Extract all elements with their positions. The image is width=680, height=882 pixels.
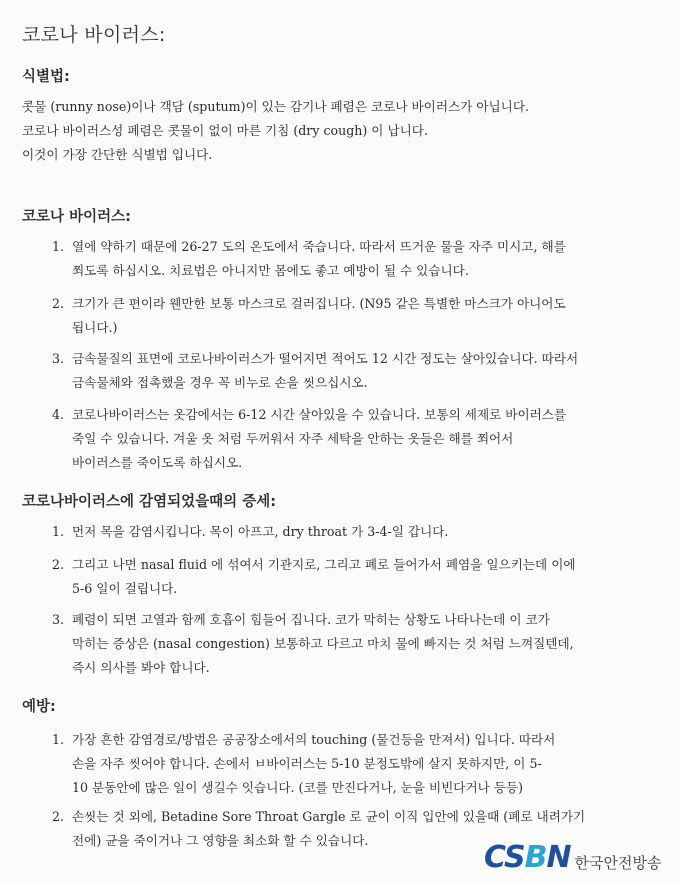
item-line: 크기가 큰 편이라 웬만한 보통 마스크로 걸러집니다. (N95 같은 특별한 마스크가 아니어도 [72, 296, 566, 311]
item-line: 먼저 목을 감염시킵니다. 목이 아프고, dry throat 가 3-4-일 갑니다. [72, 524, 449, 539]
item-number: 1. [52, 732, 65, 747]
logo-letter: C [484, 840, 504, 875]
list-item [52, 347, 662, 395]
item-line: 죽일 수 있습니다. 겨울 옷 처럼 두꺼워서 자주 세탁을 안하는 옷들은 해를 쬐어서 [72, 431, 514, 446]
item-line: 그리고 나면 nasal fluid 에 섞여서 기관지로, 그리고 폐로 들어가서 폐염을 일으키는데 이에 [72, 557, 576, 572]
item-line: 바이러스를 죽이도록 하십시오. [72, 455, 243, 470]
item-line: 코로나바이러스는 옷감에서는 6-12 시간 살아있을 수 있습니다. 보통의 세제로 바이러스를 [72, 407, 567, 422]
section-heading-coronavirus: 코로나 바이러스: [22, 209, 131, 225]
paragraph-line: 콧물 (runny nose)이나 객담 (sputum)이 있는 감기나 폐렴은 코로나 바이러스가 아닙니다. [22, 99, 529, 114]
document-title: 코로나 바이러스: [22, 24, 166, 46]
item-line: 폐렴이 되면 고열과 함께 호흡이 힘들어 집니다. 코가 막히는 상황도 나타나는데 이 코가 [72, 612, 550, 627]
item-line: 금속물질의 표면에 코로나바이러스가 떨어지면 적어도 12 시간 정도는 살아있습니다. 따라서 [72, 351, 579, 366]
list-item [52, 235, 662, 283]
logo-letter: S [503, 840, 525, 875]
item-number: 3. [52, 351, 65, 366]
item-line: 즉시 의사를 봐야 합니다. [72, 660, 210, 675]
item-number: 2. [52, 809, 65, 824]
csbn-logo-mark [484, 841, 571, 875]
item-number: 3. [52, 612, 65, 627]
section-heading-symptoms: 코로나바이러스에 감염되었을때의 증세: [22, 494, 277, 510]
item-line: 막히는 증상은 (nasal congestion) 보통하고 다르고 마치 물에 빠지는 것 처럼 느껴질텐데, [72, 636, 574, 651]
section-heading-prevention: 예방: [22, 699, 56, 715]
paragraph-line: 코로나 바이러스성 폐렴은 콧물이 없이 마른 기침 (dry cough) 이 납니다. [22, 123, 428, 138]
logo-text: 한국안전방송 [574, 853, 662, 872]
item-number: 1. [52, 239, 65, 254]
logo-letter: N [546, 840, 571, 875]
item-number: 1. [52, 524, 65, 539]
list-item [52, 553, 662, 601]
item-line: 됩니다.) [72, 320, 118, 335]
paragraph-line: 이것이 가장 간단한 식별법 입니다. [22, 147, 213, 162]
item-line: 손씻는 것 외에, Betadine Sore Throat Gargle 로 균이 이직 입안에 있을때 (폐로 내려가기 [72, 809, 586, 824]
item-number: 2. [52, 557, 65, 572]
item-number: 4. [52, 407, 65, 422]
section-heading-identification: 식별법: [22, 69, 70, 85]
list-item [52, 403, 662, 475]
item-line: 열에 약하기 때문에 26-27 도의 온도에서 죽습니다. 따라서 뜨거운 물을 자주 미시고, 해를 [72, 239, 566, 254]
list-item [52, 292, 662, 340]
list-item [52, 728, 662, 800]
item-line: 쬐도록 하십시오. 치료법은 아니지만 몸에도 좋고 예방이 될 수 있습니다. [72, 263, 469, 278]
item-line: 가장 흔한 감염경로/방법은 공공장소에서의 touching (물건등을 만져서) 입니다. 따라서 [72, 732, 556, 747]
item-line: 전에) 균을 죽이거나 그 영향을 최소화 할 수 있습니다. [72, 833, 369, 848]
list-item [52, 520, 662, 544]
item-line: 10 분동안에 많은 일이 생길수 잇습니다. (코를 만진다거나, 눈을 비빈다거나 등등) [72, 780, 524, 795]
list-item [52, 608, 662, 680]
identification-paragraph [22, 95, 662, 167]
item-number: 2. [52, 296, 65, 311]
broadcaster-logo [484, 841, 662, 875]
item-line: 금속물체와 접촉했을 경우 꼭 비누로 손을 씻으십시오. [72, 375, 368, 390]
item-line: 손을 자주 씻어야 합니다. 손에서 ㅂ바이러스는 5-10 분정도밖에 살지 못하지만, 이 5- [72, 756, 542, 771]
logo-letter: B [524, 840, 547, 875]
item-line: 5-6 일이 걸립니다. [72, 581, 178, 596]
